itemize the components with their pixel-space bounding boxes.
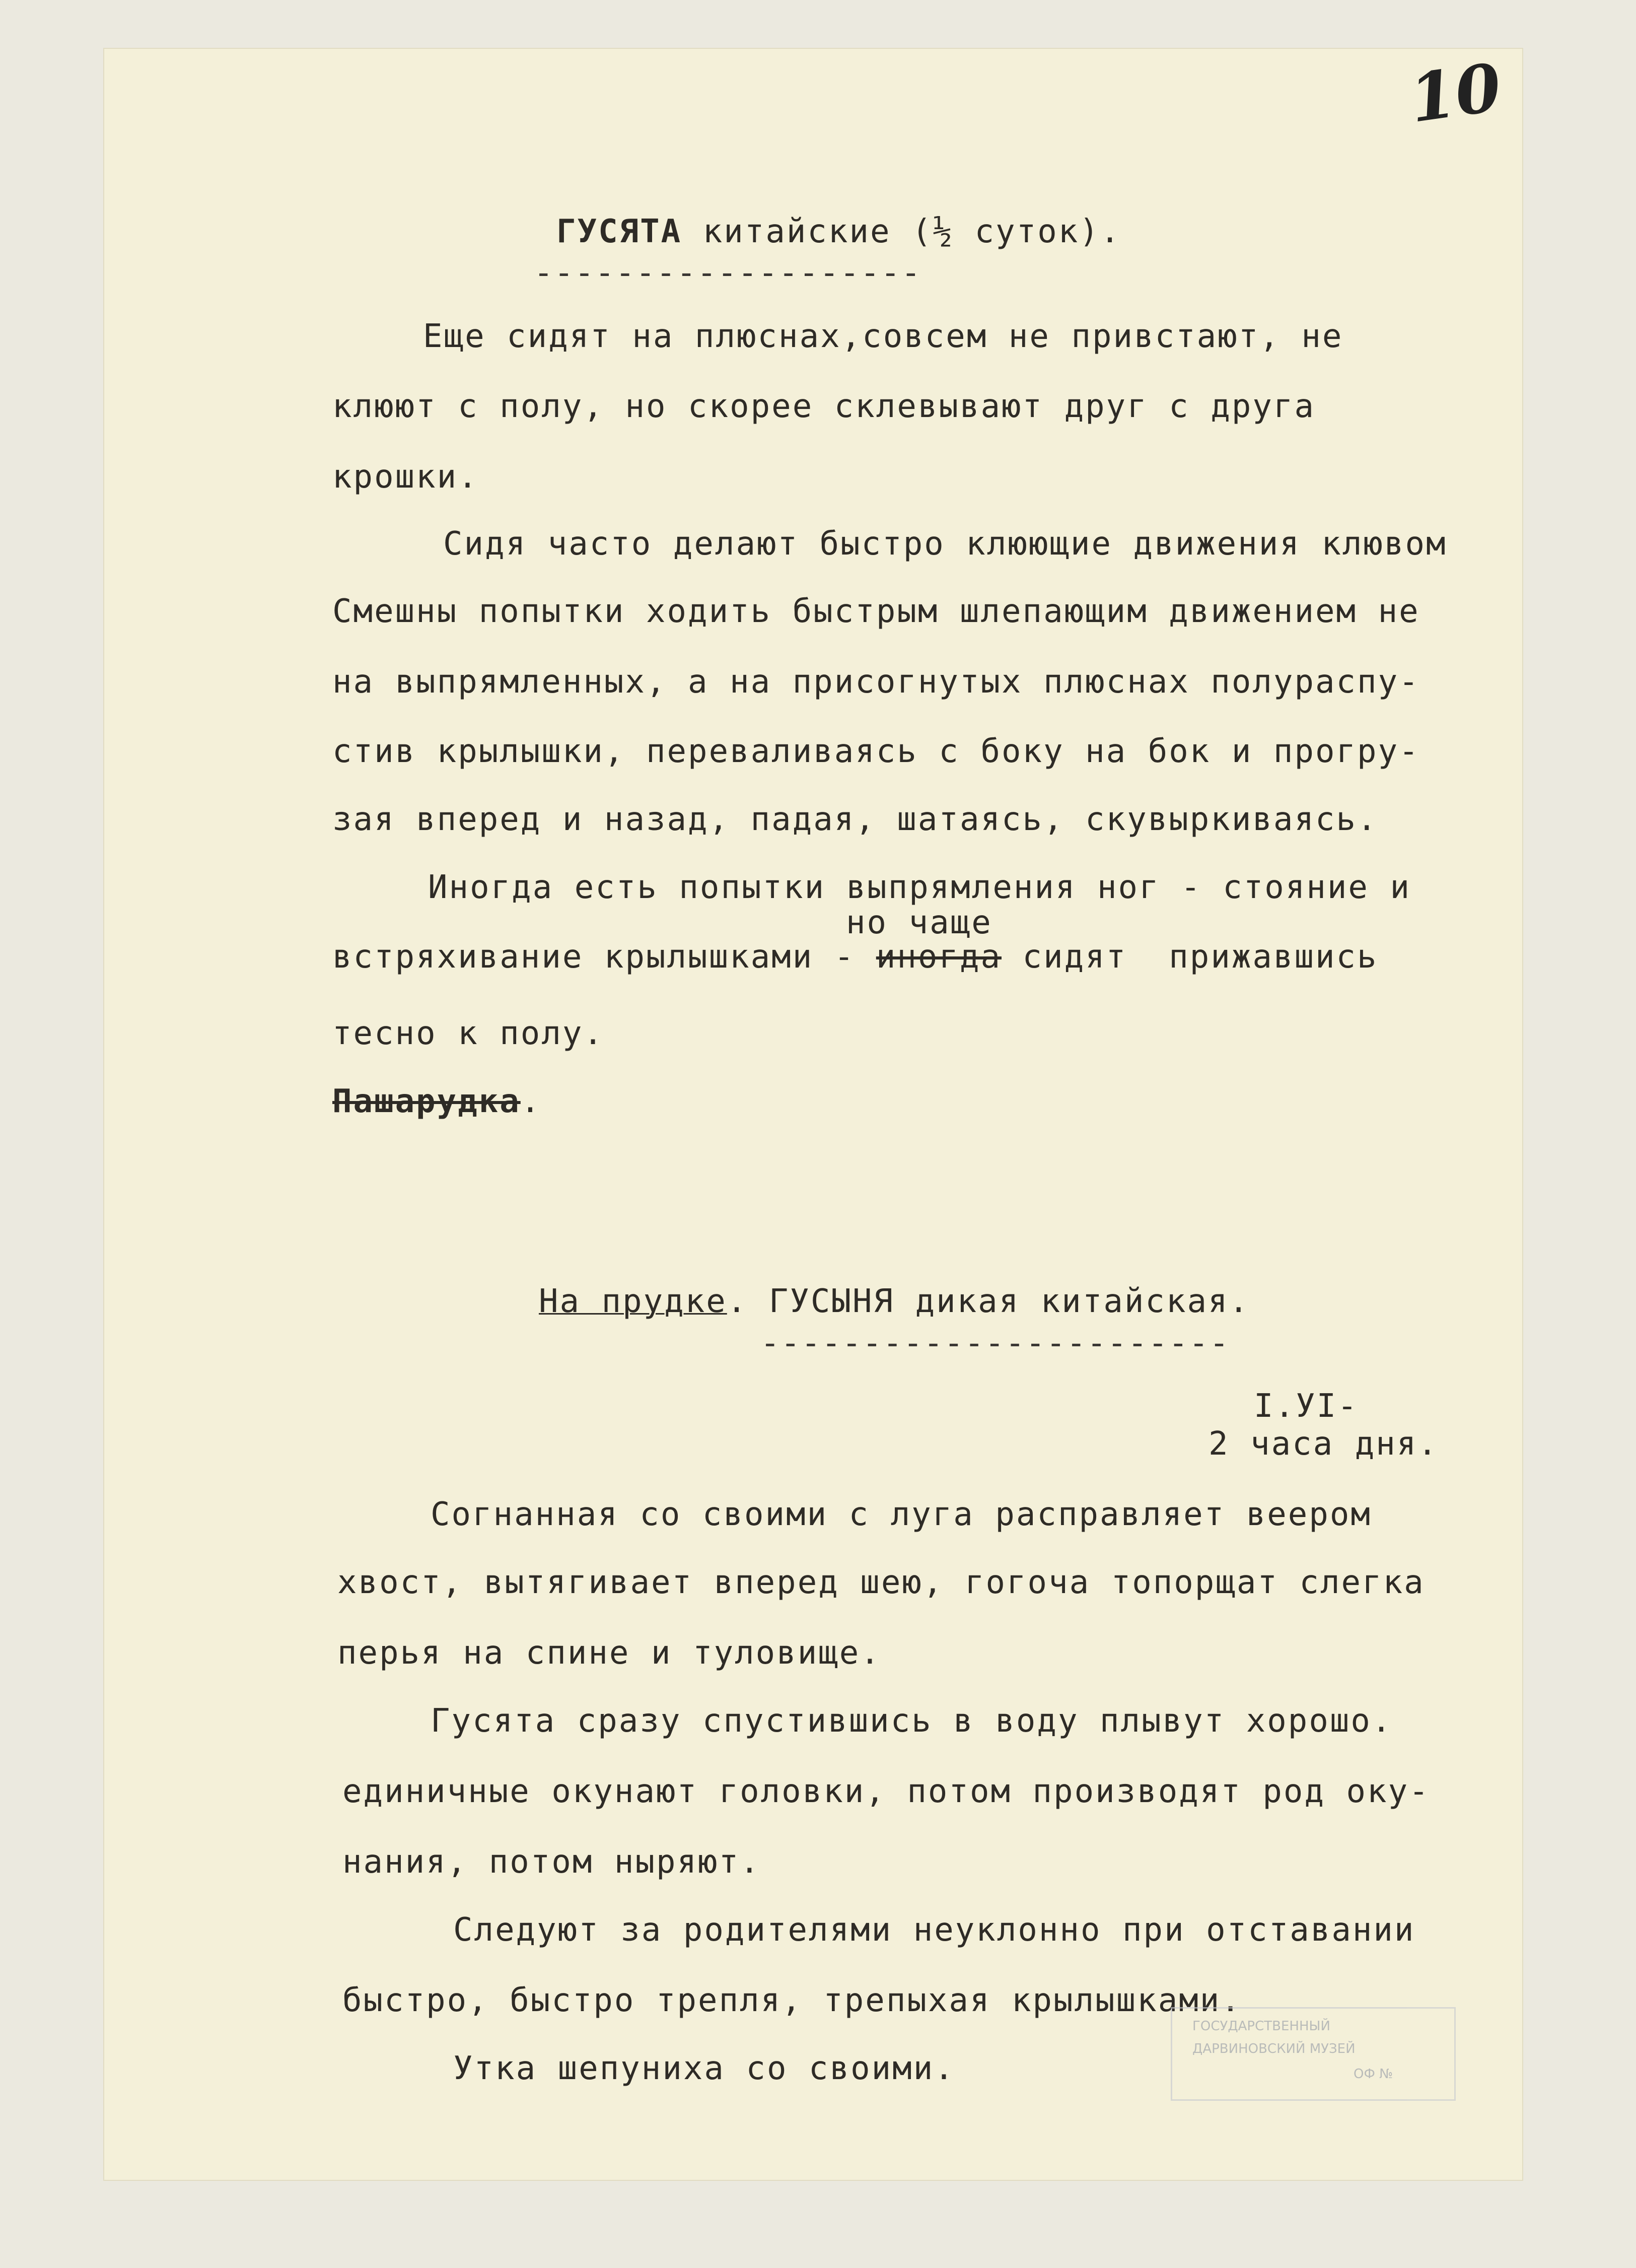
section2-line-6: нания, потом ныряют. [342,1843,761,1881]
section1-line-10-end: сидят прижавшись [1002,938,1378,976]
museum-stamp [1171,2007,1456,2101]
section1-line-10-start: встряхивание крылышками - [332,938,876,976]
section2-date: I.УI- [1254,1388,1359,1425]
section1-struck-word-line [332,1085,541,1118]
stamp-line-3: ОФ № [1354,2067,1393,2082]
section2-line-7: Следуют за родителями неуклонно при отставании [453,1911,1415,1949]
section1-line-1: Еще сидят на плюснах,совсем не привстают, не [423,318,1343,355]
section1-line-6: на выпрямленных, а на присогнутых плюснах полураспу- [332,663,1420,701]
section1-line-7: стив крылышки, переваливаясь с боку на бок и прогру- [332,733,1420,770]
section1-insertion: но чаще [846,904,992,941]
section2-line-1: Согнанная со своими с луга расправляет веером [431,1496,1372,1533]
section1-title-underline: ------------------- [534,254,922,292]
section2-title-rest: . ГУСЫНЯ дикая китайская. [727,1283,1250,1320]
section1-title [556,213,1121,250]
section2-line-8: быстро, быстро трепля, трепыхая крылышками. [342,1982,1242,2019]
section2-title [539,1285,1250,1318]
section1-title-rest: китайские (½ суток). [682,213,1121,250]
stamp-line-2: ДАРВИНОВСКИЙ МУЗЕЙ [1192,2041,1356,2056]
section2-line-5: единичные окунают головки, потом производят род оку- [342,1773,1430,1810]
section1-line-9: Иногда есть попытки выпрямления ног - стояние и [428,869,1411,906]
section1-line-8: зая вперед и назад, падая, шатаясь, скувыркиваясь. [332,801,1378,838]
section1-title-bold: ГУСЯТА [556,213,682,250]
section1-struck-word: Пашарудка [332,1083,521,1120]
section2-line-4: Гусята сразу спустившись в воду плывут хорошо. [431,1702,1393,1740]
section1-line-2: клюют с полу, но скорее склевывают друг с друга [332,388,1315,425]
section2-line-9: Утка шепуниха со своими. [453,2050,955,2087]
stamp-line-1: ГОСУДАРСТВЕННЫЙ [1192,2019,1330,2034]
section1-line-11: тесно к полу. [332,1015,604,1052]
section1-line-5: Смешны попытки ходить быстрым шлепающим движением не [332,593,1420,630]
section2-time: 2 часа дня. [1208,1425,1439,1463]
section2-line-3: перья на спине и туловище. [337,1634,881,1672]
section2-line-2: хвост, вытягивает вперед шею, гогоча топорщат слегка [337,1564,1425,1601]
section2-title-underline: ----------------------- [760,1325,1230,1362]
section1-line-3: крошки. [332,458,479,496]
paper-sheet [103,48,1523,2181]
page-number: 10 [1405,48,1506,138]
section1-line-10-struck: иногда [876,938,1002,976]
section2-title-underlined: На прудке [539,1283,727,1320]
section1-struck-word-end: . [520,1083,542,1120]
section1-line-4: Сидя часто делают быстро клюющие движения клювом [443,525,1447,563]
section1-line-10 [332,938,1378,976]
